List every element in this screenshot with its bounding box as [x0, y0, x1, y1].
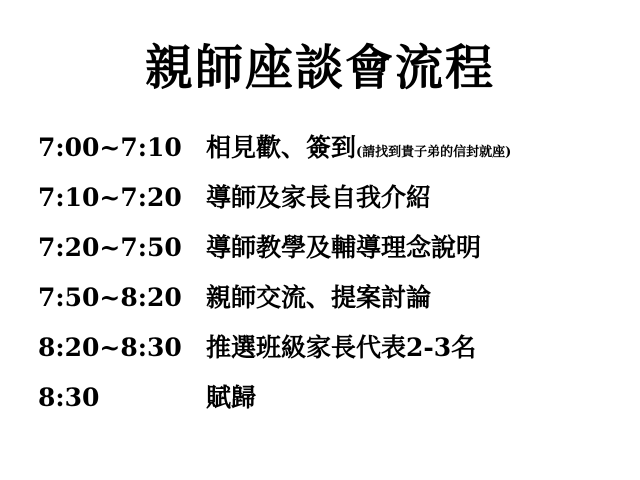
- schedule-time: 7:20~7:50: [38, 233, 182, 262]
- schedule-time: 7:50~8:20: [38, 283, 182, 312]
- schedule-activity-text: 導師及家長自我介紹: [206, 183, 432, 212]
- schedule-activity-note: (請找到貴子弟的信封就座): [356, 145, 512, 160]
- schedule-activity: [206, 278, 618, 314]
- list-item: [38, 328, 618, 378]
- schedule-activity-text: 親師交流、提案討論: [206, 283, 432, 312]
- schedule-list: [38, 128, 618, 428]
- schedule-time: 8:20~8:30: [38, 333, 182, 362]
- schedule-activity: [206, 178, 618, 214]
- schedule-activity-text: 相見歡、簽到: [206, 133, 357, 162]
- list-item: [38, 178, 618, 228]
- schedule-activity-text: 賦歸: [206, 383, 257, 412]
- schedule-time: 7:10~7:20: [38, 183, 182, 212]
- schedule-activity: [206, 228, 618, 264]
- list-item: [38, 228, 618, 278]
- schedule-activity-text: 推選班級家長代表2-3名: [206, 333, 477, 362]
- list-item: [38, 278, 618, 328]
- schedule-activity: [206, 128, 618, 164]
- schedule-activity: [206, 328, 618, 364]
- schedule-time: 7:00~7:10: [38, 133, 182, 162]
- list-item: [38, 128, 618, 178]
- schedule-activity: [206, 378, 618, 414]
- schedule-activity-text: 導師教學及輔導理念說明: [206, 233, 482, 262]
- page-title: 親師座談會流程: [144, 40, 495, 96]
- schedule-time: 8:30: [38, 383, 100, 412]
- list-item: [38, 378, 618, 428]
